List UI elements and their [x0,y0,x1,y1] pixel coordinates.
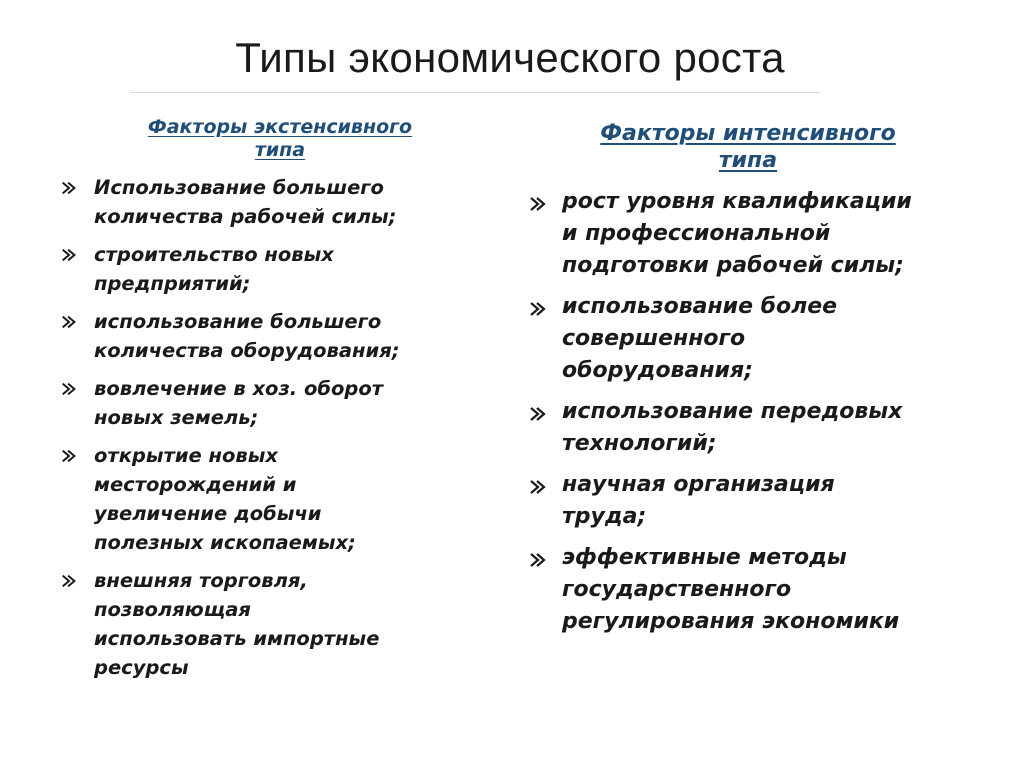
arrowhead-check-icon [528,542,562,570]
list-item [528,291,998,387]
arrowhead-check-icon [60,565,94,590]
extensive-factor-text: внешняя торговля, позволяющая использовать импортные ресурсы [94,569,380,679]
intensive-factor-text: эффективные методы государственного регулирования экономики [562,545,900,634]
extensive-factor-text: открытие новых месторождений и увеличение добычи полезных ископаемых; [94,444,356,554]
arrowhead-check-icon [60,239,94,264]
list-item [60,172,500,231]
arrowhead-check-icon [528,469,562,497]
list-item [60,306,500,365]
title-divider [130,92,820,93]
arrowhead-check-icon [528,186,562,214]
list-item [60,440,500,557]
list-item [528,396,998,460]
list-item [528,542,998,638]
list-item [60,565,500,682]
intensive-factor-text: рост уровня квалификации и профессиональной подготовки рабочей силы; [562,189,912,278]
list-item [528,186,998,282]
intensive-factor-text: научная организация труда; [562,472,835,529]
arrowhead-check-icon [528,396,562,424]
extensive-factors-heading: Факторы экстенсивного типа [147,116,413,161]
list-item [60,239,500,298]
extensive-factor-text: вовлечение в хоз. оборот новых земель; [94,377,384,429]
extensive-factor-text: Использование большего количества рабочей силы; [94,176,397,228]
extensive-factors-column [60,116,500,690]
arrowhead-check-icon [60,172,94,197]
slide-title: Типы экономического роста [235,34,785,81]
intensive-factors-list [528,186,998,638]
list-item [528,469,998,533]
extensive-factor-text: использование большего количества оборудования; [94,310,400,362]
intensive-factor-text: использование передовых технологий; [562,399,903,456]
intensive-factor-text: использование более совершенного оборудования; [562,294,838,383]
arrowhead-check-icon [60,306,94,331]
intensive-factors-column [528,120,998,647]
extensive-factors-list [60,172,500,682]
arrowhead-check-icon [60,373,94,398]
arrowhead-check-icon [60,440,94,465]
extensive-factor-text: строительство новых предприятий; [94,243,334,295]
list-item [60,373,500,432]
intensive-factors-heading: Факторы интенсивного типа [600,121,896,173]
arrowhead-check-icon [528,291,562,319]
